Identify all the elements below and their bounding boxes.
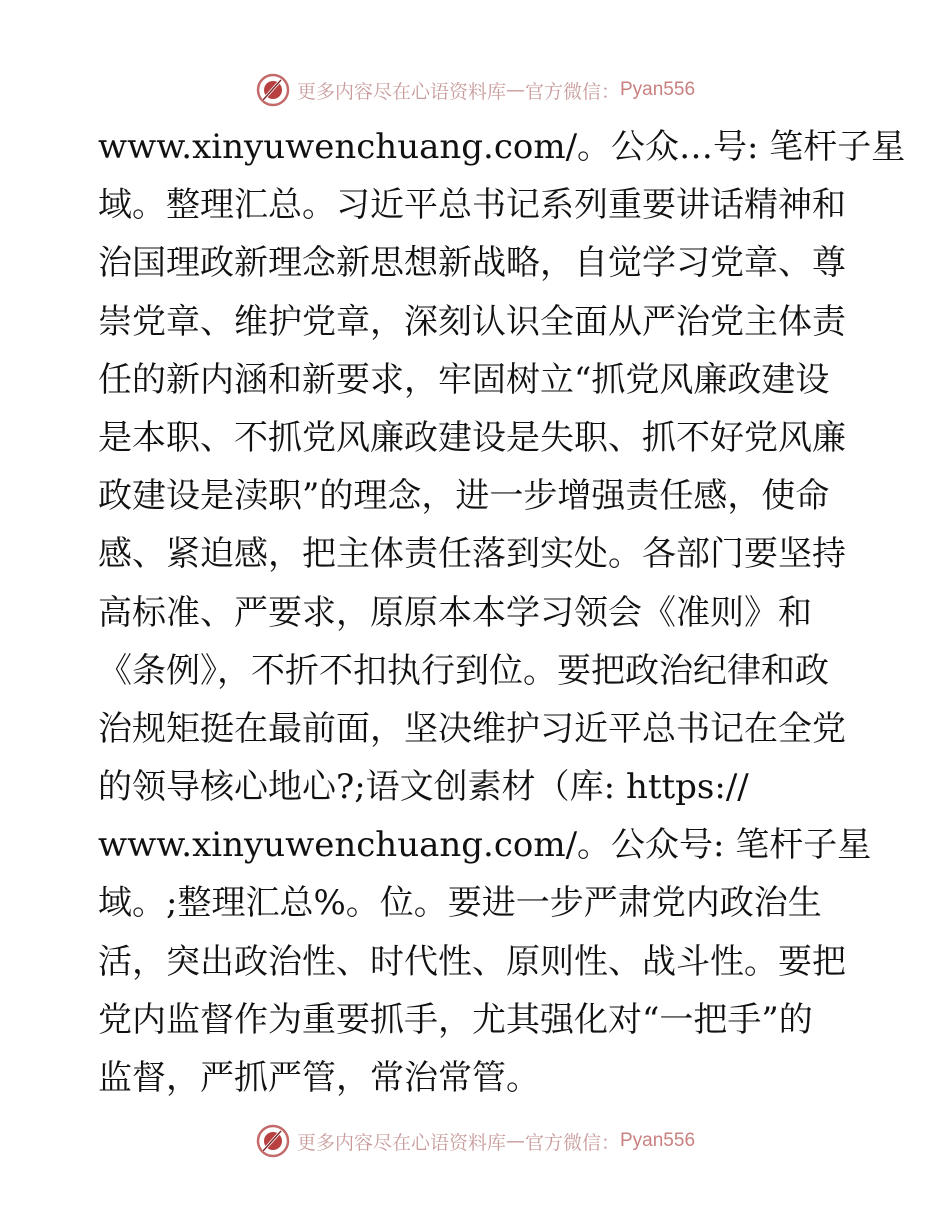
watermark-site-text: 更多内容尽在心语资料库	[296, 80, 506, 103]
watermark-wechat-id: Pyan556	[620, 1130, 696, 1151]
text-line: 任的新内涵和新要求，牢固树立“抓党风廉政建设	[98, 359, 830, 400]
watermark-wechat-label: 官方微信：	[524, 80, 620, 103]
text-line: www.xinyuwenchuang.com/。公众…号: 笔杆子星	[98, 127, 906, 167]
text-line: 党内监督作为重要抓手，尤其强化对“一把手”的	[98, 999, 813, 1040]
text-line: 崇党章、维护党章，深刻认识全面从严治党主体责	[98, 301, 846, 342]
pen-logo-icon	[255, 72, 291, 108]
watermark-wechat-id: Pyan556	[620, 79, 696, 100]
footer-watermark	[0, 1121, 950, 1161]
watermark-site-text: 更多内容尽在心语资料库	[296, 1131, 506, 1154]
text-line: 的领导核心地心?;语文创素材（库: https://	[98, 767, 749, 808]
watermark-separator: —	[505, 1130, 525, 1152]
watermark-separator: —	[505, 79, 525, 101]
text-line: 活，突出政治性、时代性、原则性、战斗性。要把	[98, 941, 846, 982]
text-line: 监督，严抓严管，常治常管。	[98, 1058, 540, 1098]
text-line: 域。;整理汇总%。位。要进一步严肃党内政治生	[98, 883, 822, 924]
pen-logo-icon	[255, 1123, 291, 1159]
text-line: 感、紧迫感，把主体责任落到实处。各部门要坚持	[98, 534, 846, 575]
text-line: 是本职、不抓党风廉政建设是失职、抓不好党风廉	[98, 417, 846, 458]
text-line: 治规矩挺在最前面，坚决维护习近平总书记在全党	[98, 708, 846, 749]
text-line: 域。整理汇总。习近平总书记系列重要讲话精神和	[98, 185, 846, 226]
text-line: 《条例》，不折不扣执行到位。要把政治纪律和政	[98, 650, 829, 691]
text-line: 治国理政新理念新思想新战略，自觉学习党章、尊	[98, 243, 846, 284]
text-line: 高标准、严要求，原原本本学习领会《准则》和	[98, 592, 812, 633]
watermark-wechat-label: 官方微信：	[524, 1131, 620, 1154]
document-body	[98, 118, 906, 1107]
header-watermark	[0, 70, 950, 110]
text-line: www.xinyuwenchuang.com/。公众号: 笔杆子星	[98, 825, 872, 866]
text-line: 政建设是渎职”的理念，进一步增强责任感，使命	[98, 476, 830, 517]
